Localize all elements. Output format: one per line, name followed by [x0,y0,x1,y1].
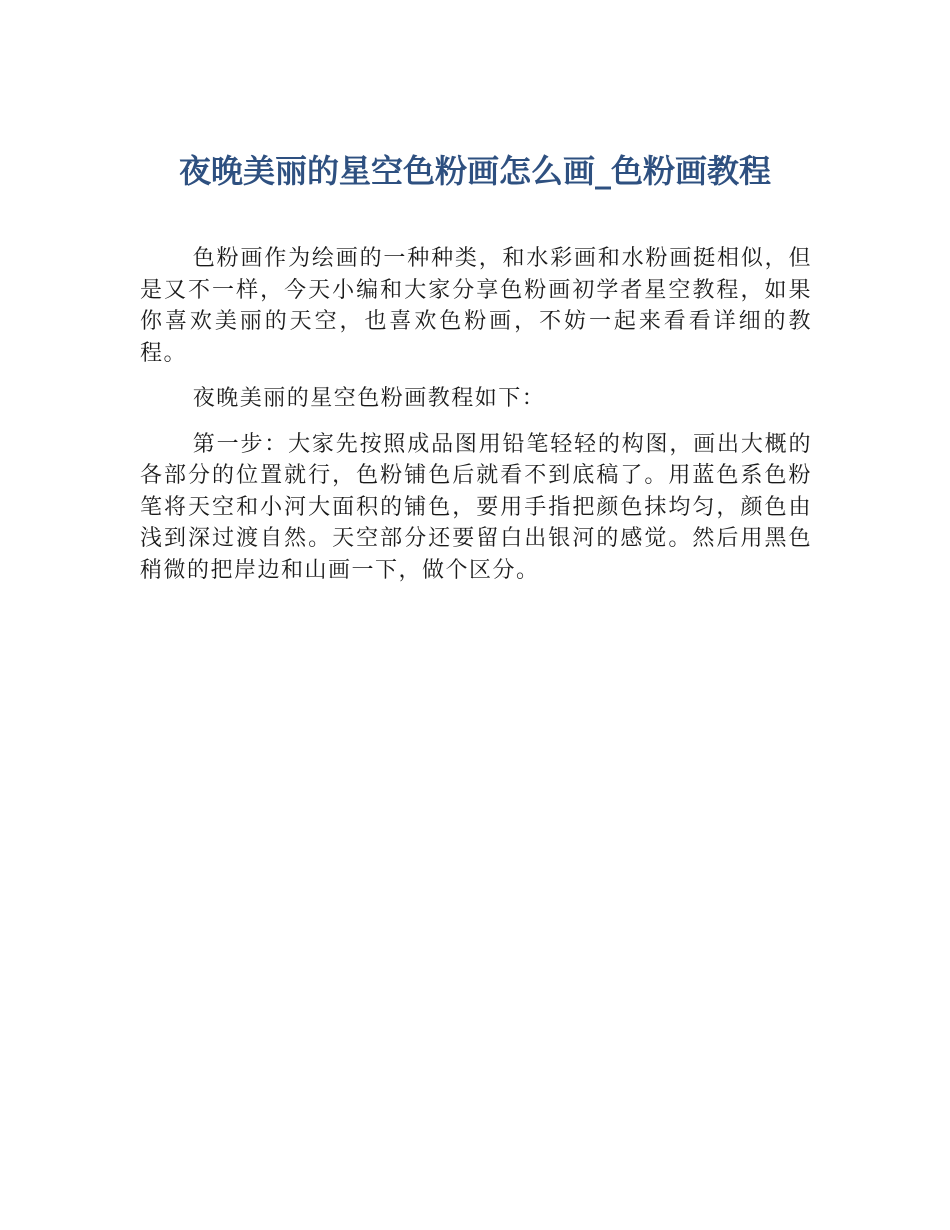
paragraph-tutorial-heading: 夜晚美丽的星空色粉画教程如下： [192,386,546,411]
page-title: 夜晚美丽的星空色粉画怎么画_色粉画教程 [178,152,771,190]
paragraph-step-one: 第一步：大家先按照成品图用铅笔轻轻的构图，画出大概的各部分的位置就行，色粉铺色后就看不到底稿了。用蓝色系色粉笔将天空和小河大面积的铺色，要用手指把颜色抹均匀，颜色由浅到深过渡自然。天空部分还要留白出银河的感觉。然后用黑色稍微的把岸边和山画一下，做个区分。 [140,431,812,583]
paragraph-intro: 色粉画作为绘画的一种种类，和水彩画和水粉画挺相似，但是又不一样，今天小编和大家分享色粉画初学者星空教程，如果你喜欢美丽的天空，也喜欢色粉画，不妨一起来看看详细的教程。 [140,246,812,366]
article-body [140,243,812,600]
